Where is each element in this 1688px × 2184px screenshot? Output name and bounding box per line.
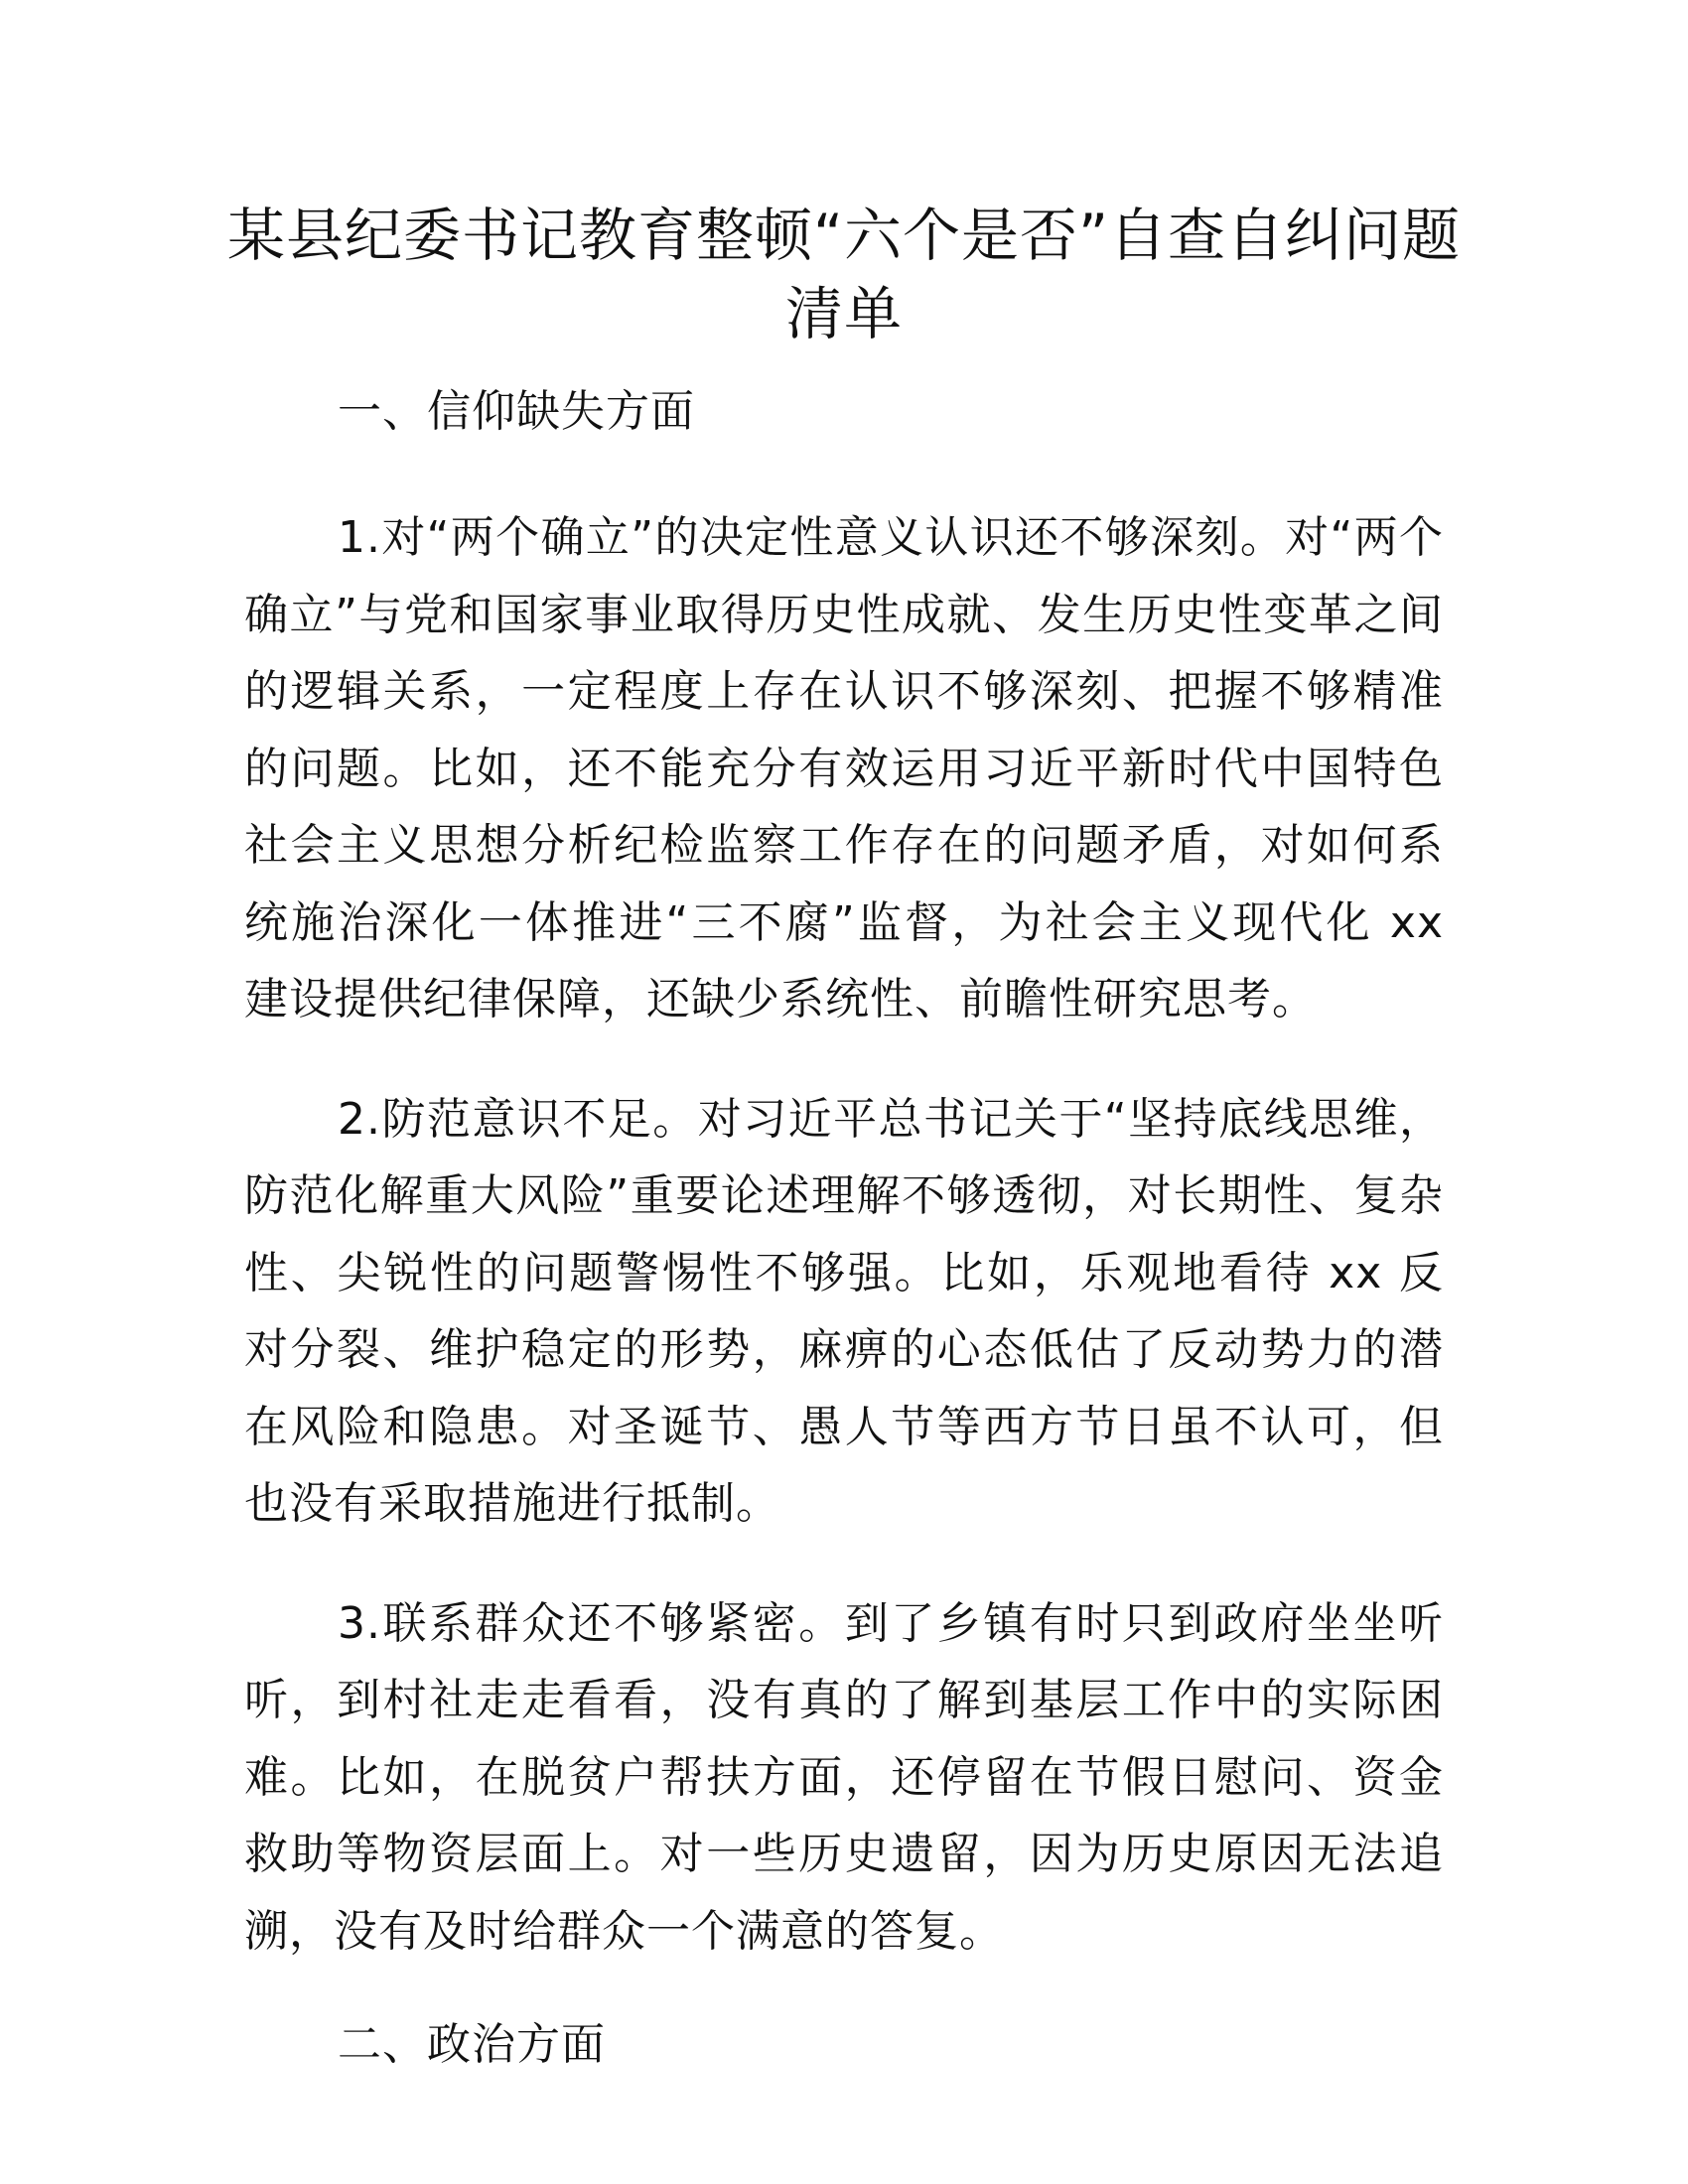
spacer: [244, 1543, 1444, 1585]
paragraph-2: 2.防范意识不足。对习近平总书记关于“坚持底线思维，防范化解重大风险”重要论述理解不够透彻，对长期性、复杂性、尖锐性的问题警惕性不够强。比如，乐观地看待 xx 反对分裂、维护稳定的形势，麻痹的心态低估了反动势力的潜在风险和隐患。对圣诞节、愚人节等西方节日虽不认可，但也没有采取措施进行抵制。: [244, 1093, 1444, 1529]
paragraph-1: 1.对“两个确立”的决定性意义认识还不够深刻。对“两个确立”与党和国家事业取得历史性成就、发生历史性变革之间的逻辑关系，一定程度上存在认识不够深刻、把握不够精准的问题。比如，还不能充分有效运用习近平新时代中国特色社会主义思想分析纪检监察工作存在的问题矛盾，对如何系统施治深化一体推进“三不腐”监督，为社会主义现代化 xx 建设提供纪律保障，还缺少系统性、前瞻性研究思考。: [244, 512, 1444, 1024]
spacer: [244, 1970, 1444, 2015]
spacer: [244, 1038, 1444, 1081]
section-heading-2: 二、政治方面: [338, 2019, 606, 2070]
document-title: 某县纪委书记教育整顿“六个是否”自查自纠问题清单: [226, 202, 1462, 347]
document-body: [244, 382, 1444, 2075]
spacer: [244, 442, 1444, 499]
paragraph-3: 3.联系群众还不够紧密。到了乡镇有时只到政府坐坐听听，到村社走走看看，没有真的了解到基层工作中的实际困难。比如，在脱贫户帮扶方面，还停留在节假日慰问、资金救助等物资层面上。对一些历史遗留，因为历史原因无法追溯，没有及时给群众一个满意的答复。: [244, 1597, 1444, 1957]
section-heading-1: 一、信仰缺失方面: [338, 386, 695, 437]
